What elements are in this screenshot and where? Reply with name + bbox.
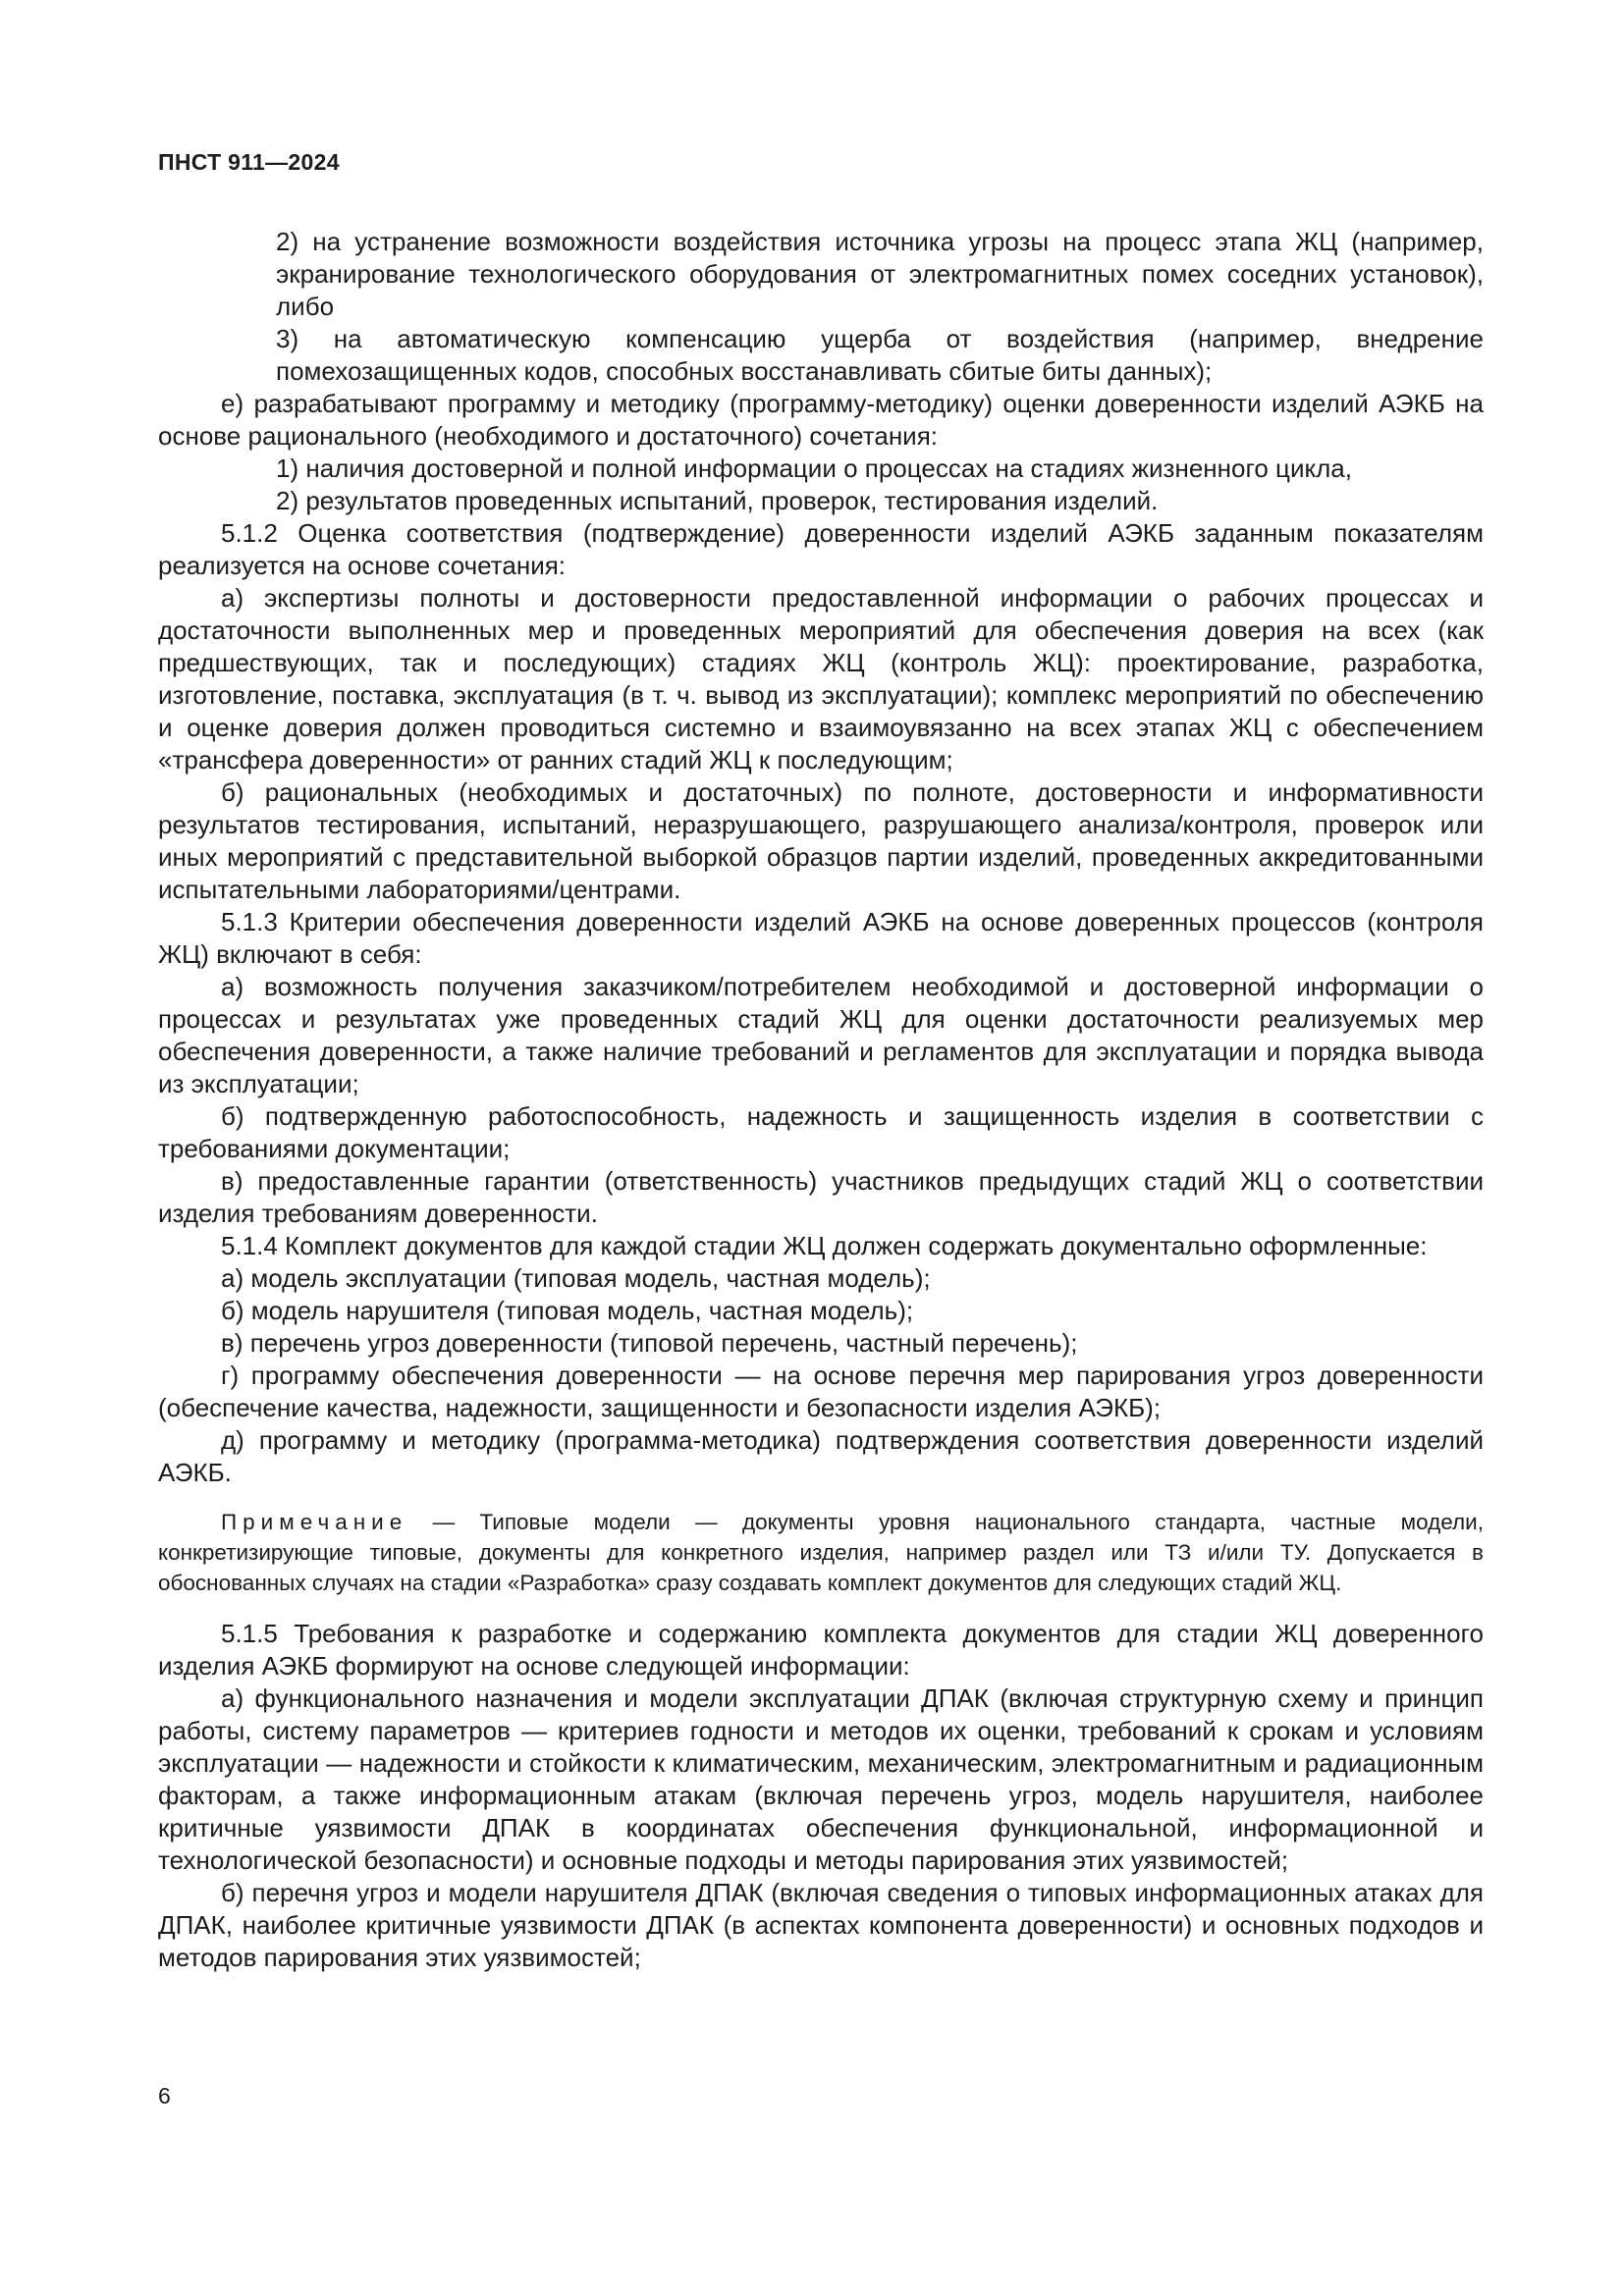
paragraph: б) перечня угроз и модели нарушителя ДПАК (включая сведения о типовых информационных атаках для ДПАК, наиболее критичные уязвимости ДПАК (в аспектах компонента доверенности) и основных подходов и методов парирования этих уязвимостей; (158, 1878, 1484, 1972)
note-text: — Типовые модели — документы уровня национального стандарта, частные модели, конкретизирующие типовые, документы для конкретного изделия, например раздел или ТЗ и/или ТУ. Допускается в обоснованных случаях на стадии «Разработка» сразу создавать комплект документов для следующих стадий ЖЦ. (158, 1510, 1484, 1595)
clause-5-1-2: 5.1.2 Оценка соответствия (подтверждение) доверенности изделий АЭКБ заданным показателям реализуется на основе сочетания: (158, 518, 1484, 580)
paragraph: е) разрабатывают программу и методику (программу-методику) оценки доверенности изделий АЭКБ на основе рационального (необходимого и достаточного) сочетания: (158, 389, 1484, 451)
list-item: 3) на автоматическую компенсацию ущерба от воздействия (например, внедрение помехозащищенных кодов, способных восстанавливать сбитые биты данных); (276, 324, 1484, 386)
page-body (158, 226, 1484, 1974)
note-label: Примечание (221, 1510, 408, 1534)
clause-5-1-3: 5.1.3 Критерии обеспечения доверенности изделий АЭКБ на основе доверенных процессов (контроля ЖЦ) включают в себя: (158, 907, 1484, 969)
paragraph: в) перечень угроз доверенности (типовой перечень, частный перечень); (221, 1328, 1078, 1358)
list-item: 1) наличия достоверной и полной информации о процессах на стадиях жизненного цикла, (276, 454, 1352, 483)
paragraph: в) предоставленные гарантии (ответственность) участников предыдущих стадий ЖЦ о соответствии изделия требованиям доверенности. (158, 1166, 1484, 1228)
paragraph: б) модель нарушителя (типовая модель, частная модель); (221, 1296, 914, 1325)
paragraph: а) возможность получения заказчиком/потребителем необходимой и достоверной информации о процессах и результатах уже проведенных стадий ЖЦ для оценки достаточности реализуемых мер обеспечения доверенности, а также наличие требований и регламентов для эксплуатации и порядка вывода из эксплуатации; (158, 972, 1484, 1098)
note-block (158, 1507, 1484, 1598)
paragraph: д) программу и методику (программа-методика) подтверждения соответствия доверенности изделий АЭКБ. (158, 1425, 1484, 1487)
paragraph: а) экспертизы полноты и достоверности предоставленной информации о рабочих процессах и достаточности выполненных мер и проведенных мероприятий для обеспечения доверия на всех (как предшествующих, так и последующих) стадиях ЖЦ (контроль ЖЦ): проектирование, разработка, изготовление, поставка, эксплуатация (в т. ч. вывод из эксплуатации); комплекс мероприятий по обеспечению и оценке доверия должен проводиться системно и взаимоувязанно на всех этапах ЖЦ с обеспечением «трансфера доверенности» от ранних стадий ЖЦ к последующим; (158, 583, 1484, 774)
clause-5-1-5: 5.1.5 Требования к разработке и содержанию комплекта документов для стадии ЖЦ доверенного изделия АЭКБ формируют на основе следующей информации: (158, 1619, 1484, 1681)
document-code-header: ПНСТ 911—2024 (158, 149, 340, 175)
paragraph: б) подтвержденную работоспособность, надежность и защищенность изделия в соответствии с требованиями документации; (158, 1101, 1484, 1163)
list-item: 2) на устранение возможности воздействия источника угрозы на процесс этапа ЖЦ (например, экранирование технологического оборудования от электромагнитных помех соседних установок), либо (276, 227, 1484, 321)
paragraph: б) рациональных (необходимых и достаточных) по полноте, достоверности и информативности результатов тестирования, испытаний, неразрушающего, разрушающего анализа/контроля, проверок или иных мероприятий с представительной выборкой образцов партии изделий, проведенных аккредитованными испытательными лабораториями/центрами. (158, 777, 1484, 904)
paragraph: г) программу обеспечения доверенности — на основе перечня мер парирования угроз доверенности (обеспечение качества, надежности, защищенности и безопасности изделия АЭКБ); (158, 1361, 1484, 1422)
list-item: 2) результатов проведенных испытаний, проверок, тестирования изделий. (276, 486, 1159, 515)
clause-5-1-4: 5.1.4 Комплект документов для каждой стадии ЖЦ должен содержать документально оформленные: (221, 1231, 1428, 1260)
paragraph: а) функционального назначения и модели эксплуатации ДПАК (включая структурную схему и принцип работы, систему параметров — критериев годности и методов их оценки, требований к срокам и условиям эксплуатации — надежности и стойкости к климатическим, механическим, электромагнитным и радиационным факторам, а также информационным атакам (включая перечень угроз, модель нарушителя, наиболее критичные уязвимости ДПАК в координатах обеспечения функциональной, информационной и технологической безопасности) и основные подходы и методы парирования этих уязвимостей; (158, 1683, 1484, 1875)
page-number: 6 (158, 2083, 171, 2109)
paragraph: а) модель эксплуатации (типовая модель, частная модель); (221, 1263, 931, 1293)
